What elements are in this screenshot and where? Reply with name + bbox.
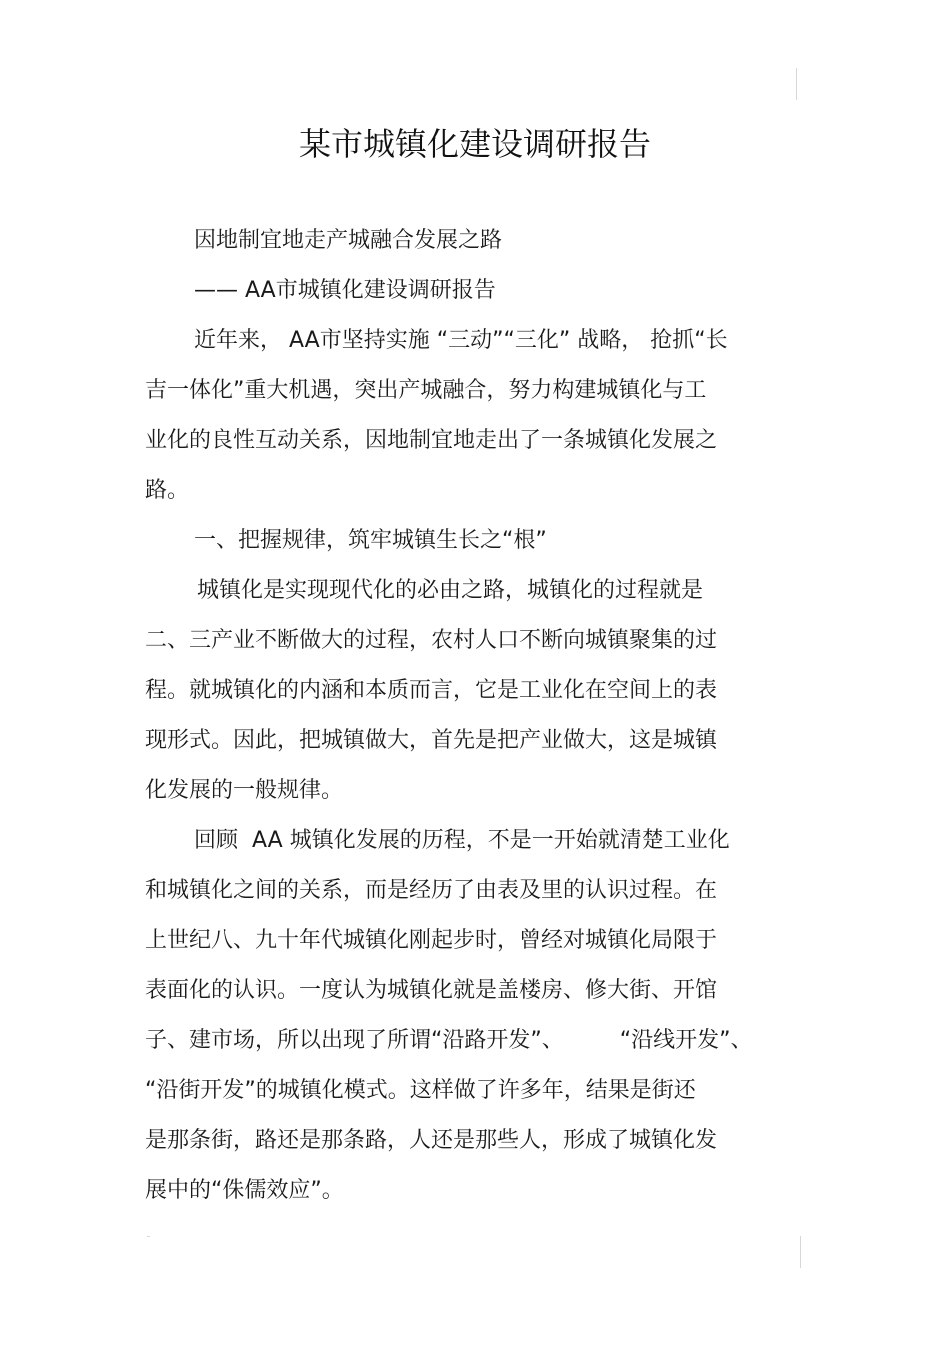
paragraph-2-line-5: 化发展的一般规律。 <box>145 778 344 803</box>
paragraph-3-line-3: 上世纪八、九十年代城镇化刚起步时，曾经对城镇化局限于 <box>145 928 718 953</box>
paragraph-3-line-5: 子、建市场，所以出现了所谓“沿路开发”、 “沿线开发”、 <box>145 1028 753 1053</box>
paragraph-3-line-1: 回顾 AA 城镇化发展的历程，不是一开始就清楚工业化 <box>194 828 730 853</box>
paragraph-2-line-2: 二、三产业不断做大的过程，农村人口不断向城镇聚集的过 <box>145 628 718 653</box>
paragraph-2-line-3: 程。就城镇化的内涵和本质而言，它是工业化在空间上的表 <box>145 678 718 703</box>
section-1-heading: 一、把握规律，筑牢城镇生长之“根” <box>194 528 547 553</box>
page-corner-mark-top-right <box>796 68 797 100</box>
paragraph-3-line-2: 和城镇化之间的关系，而是经历了由表及里的认识过程。在 <box>145 878 718 903</box>
paragraph-3-line-7: 是那条街，路还是那条路，人还是那些人，形成了城镇化发 <box>145 1128 718 1153</box>
paragraph-1-line-4: 路。 <box>145 478 190 503</box>
document-subtitle: 因地制宜地走产城融合发展之路 <box>194 228 503 253</box>
page-corner-mark-bottom-right <box>800 1236 801 1268</box>
page-corner-mark-bottom-left <box>147 1236 150 1237</box>
document-subtitle-secondary: —— AA市城镇化建设调研报告 <box>194 278 496 303</box>
paragraph-3-line-4: 表面化的认识。一度认为城镇化就是盖楼房、修大街、开馆 <box>145 978 718 1003</box>
paragraph-3-line-6: “沿街开发”的城镇化模式。这样做了许多年，结果是街还 <box>145 1078 696 1103</box>
paragraph-1-line-3: 业化的良性互动关系，因地制宜地走出了一条城镇化发展之 <box>145 428 718 453</box>
paragraph-1-line-2: 吉一体化”重大机遇，突出产城融合，努力构建城镇化与工 <box>145 378 707 403</box>
paragraph-1-line-1: 近年来， AA市坚持实施 “三动”“三化” 战略， 抢抓“长 <box>194 328 728 353</box>
paragraph-2-line-1: 城镇化是实现现代化的必由之路，城镇化的过程就是 <box>197 578 704 603</box>
paragraph-2-line-4: 现形式。因此，把城镇做大，首先是把产业做大，这是城镇 <box>145 728 718 753</box>
document-title: 某市城镇化建设调研报告 <box>298 125 651 163</box>
paragraph-3-line-8: 展中的“侏儒效应”。 <box>145 1178 344 1203</box>
